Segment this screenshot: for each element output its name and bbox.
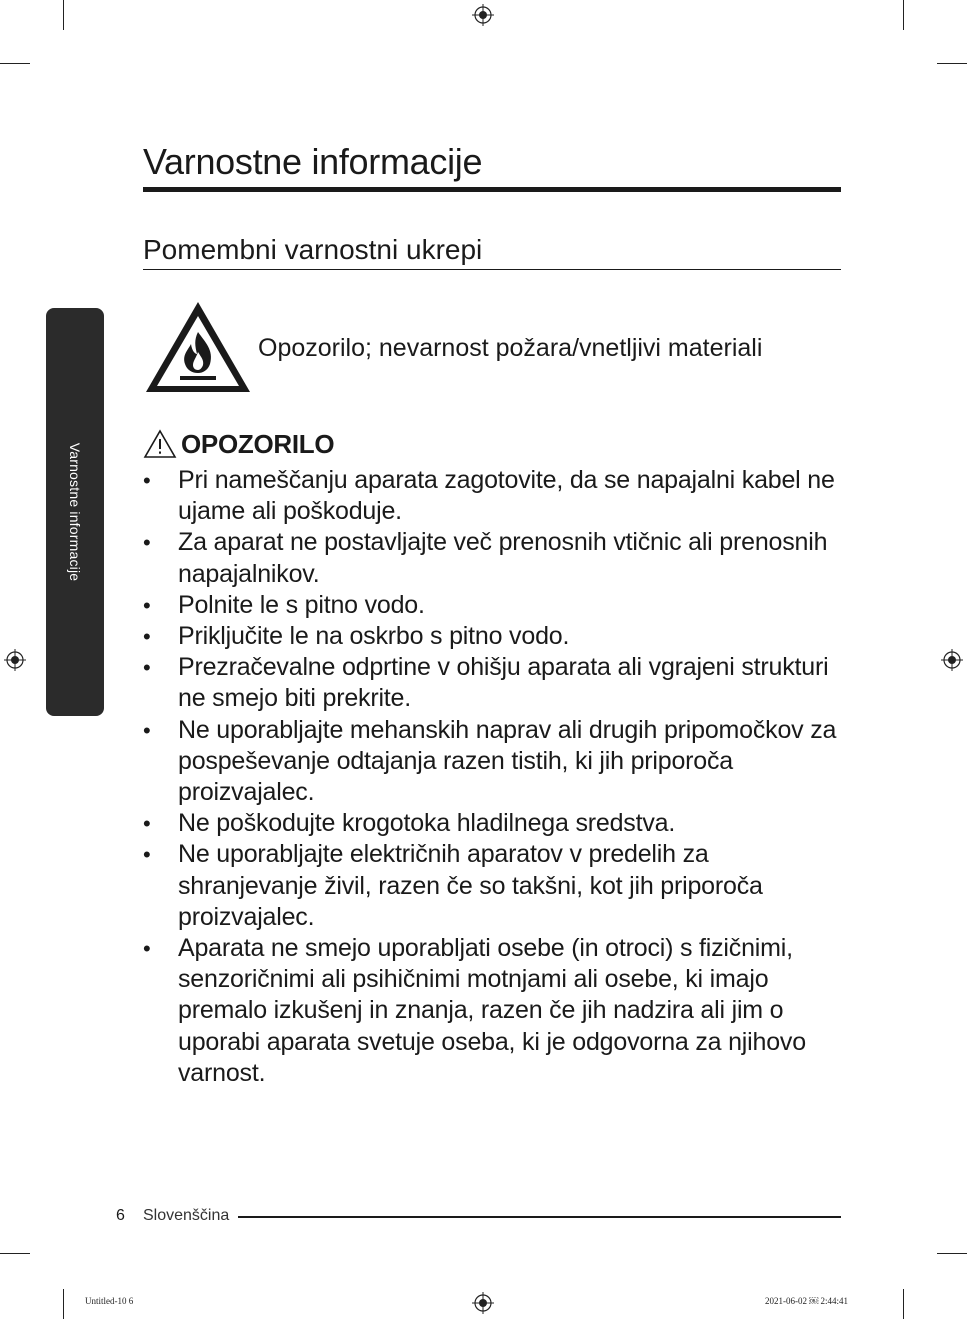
list-item: • Polnite le s pitno vodo. [143, 590, 843, 621]
list-item: • Pri nameščanju aparata zagotovite, da se napajalni kabel ne ujame ali poškoduje. [143, 465, 843, 527]
print-info-left: Untitled-10 6 [85, 1296, 134, 1306]
crop-mark [903, 0, 904, 30]
warning-heading [143, 426, 334, 462]
crop-mark [63, 1289, 64, 1319]
registration-mark-icon [472, 4, 494, 26]
section-rule [143, 269, 841, 270]
registration-mark-icon [941, 649, 963, 671]
list-item: • Priključite le na oskrbo s pitno vodo. [143, 621, 843, 652]
crop-mark [0, 1253, 30, 1254]
section-title: Pomembni varnostni ukrepi [143, 234, 483, 265]
list-item: • Aparata ne smejo uporabljati osebe (in otroci) s fizičnimi, senzoričnimi ali psihičnimi motnjami ali osebe, ki imajo premalo izkušenj in znanja, razen če jih nadzira ali jim o uporabi aparata svetuje oseba, ki je odgovorna za njihovo varnost. [143, 933, 843, 1089]
page-number: 6 [116, 1207, 125, 1224]
crop-mark [937, 1253, 967, 1254]
warning-heading-label: OPOZORILO [181, 428, 335, 459]
footer-rule [238, 1216, 841, 1218]
side-tab-label: Varnostne informacije [67, 442, 83, 582]
warning-triangle-icon [143, 429, 177, 459]
list-item: • Ne uporabljajte mehanskih naprav ali drugih pripomočkov za pospeševanje odtajanja razen tistih, ki jih priporoča proizvajalec. [143, 715, 843, 809]
crop-mark [937, 63, 967, 64]
fire-hazard-label: Opozorilo; nevarnost požara/vnetljivi materiali [258, 334, 763, 362]
crop-mark [0, 63, 30, 64]
registration-mark-icon [4, 649, 26, 671]
list-item: • Prezračevalne odprtine v ohišju aparata ali vgrajeni strukturi ne smejo biti prekrite. [143, 652, 843, 714]
side-tab [46, 308, 104, 716]
list-item: • Ne poškodujte krogotoka hladilnega sredstva. [143, 808, 843, 839]
crop-mark [903, 1289, 904, 1319]
list-item: • Ne uporabljajte električnih aparatov v predelih za shranjevanje živil, razen če so takšni, kot jih priporoča proizvajalec. [143, 839, 843, 933]
page-title: Varnostne informacije [143, 141, 483, 182]
registration-mark-icon [472, 1292, 494, 1314]
title-rule [143, 187, 841, 192]
crop-mark [63, 0, 64, 30]
fire-hazard-icon [142, 298, 254, 396]
list-item: • Za aparat ne postavljajte več prenosnih vtičnic ali prenosnih napajalnikov. [143, 527, 843, 589]
print-info-right: 2021-06-02 ￼ 2:44:41 [765, 1296, 848, 1306]
warning-list [143, 465, 843, 1089]
footer-language: Slovenščina [143, 1207, 230, 1224]
